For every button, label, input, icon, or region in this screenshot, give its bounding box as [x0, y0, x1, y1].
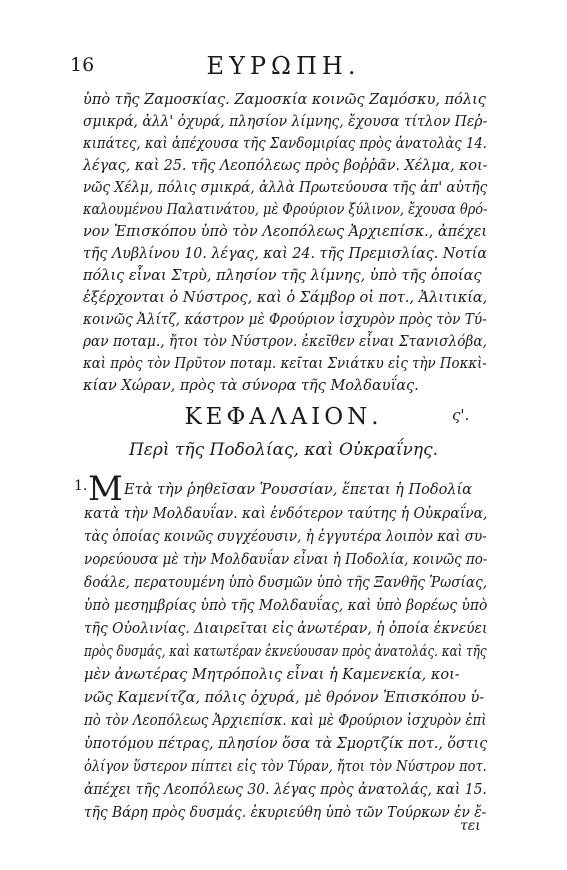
section-number: 1.	[74, 478, 88, 494]
text-line: νορεύουσα μὲ τὴν Μολδαυΐαν εἶναι ἡ Ποδολία, κοινῶς πο-	[84, 552, 488, 568]
text-line: σμικρά, ἀλλ' ὀχυρά, πλησίον λίμνης, ἔχουσα τίτλον Πεῤ-	[83, 114, 488, 130]
text-line: λέγας, καὶ 25. τῆς Λεοπόλεως πρὸς βοῤῥᾶν. Χέλμα, κοι-	[83, 158, 488, 174]
text-line: τῆς Λυβλίνου 10. λέγας, καὶ 24. τῆς Πρεμισλίας. Νοτία	[83, 246, 487, 262]
text-line: νῶς Χέλμ, πόλις σμικρά, ἀλλὰ Πρωτεύουσα τῆς ἀπ' αὐτῆς	[83, 180, 488, 196]
text-line: κιπάτες, καὶ ἀπέχουσα τῆς Σανδομιρίας πρὸς ἀνατολὰς 14.	[83, 136, 488, 152]
text-line: Ετὰ τὴν ῥηθεῖσαν Ῥουσσίαν, ἕπεται ἡ Ποδολία	[124, 482, 472, 498]
text-line: πὸ τὸν Λεοπόλεως Ἀρχιεπίσκ. καὶ μὲ Φρούριον ἰσχυρὸν ἐπὶ	[84, 713, 487, 729]
text-line: κοινῶς Ἀλίτζ, κάστρον μὲ Φρούριον ἰσχυρὸν πρὸς τὸν Τύ-	[83, 312, 487, 328]
text-line: νῶς Καμενίτζα, πόλις ὀχυρά, μὲ θρόνον Ἐπισκόπου ὑ-	[84, 690, 485, 706]
text-line: δοάλε, περατουμένη ὑπὸ δυσμῶν ὑπὸ τῆς Ξανθῆς Ῥωσίας,	[84, 575, 488, 591]
text-line: τῆς Βάρη πρὸς δυσμάς. ἐκυριεύθη ὑπὸ τῶν Τούρκων ἐν ἔ-	[84, 805, 487, 821]
text-line: ὀλίγον ὕστερον πίπτει εἰς τὸν Τύραν, ἤτοι τὸν Νύστρον ποτ.	[84, 759, 487, 775]
chapter-number: ς'.	[452, 406, 470, 424]
page-header	[0, 52, 567, 82]
chapter-subtitle: Περὶ τῆς Ποδολίας, καὶ Οὐκραΐνης.	[128, 440, 438, 460]
text-line: μὲν ἀνωτέρας Μητρόπολις εἶναι ἡ Καμενεκία, κοι-	[84, 667, 460, 683]
text-line: τῆς Οὐολινίας. Διαιρεῖται εἰς ἀνωτέραν, ἡ ὁποία ἐκνεύει	[84, 621, 488, 637]
running-title: ΕΥΡΩΠΗ.	[206, 52, 361, 80]
text-line: ἀπέχει τῆς Λεοπόλεως 30. λέγας πρὸς ἀνατολάς, καὶ 15.	[84, 782, 487, 798]
text-line: κίαν Χώραν, πρὸς τὰ σύνορα τῆς Μολδαυΐας.	[83, 378, 419, 394]
text-line: ὑπὸ τῆς Ζαμοσκίας. Ζαμοσκία κοινῶς Ζαμόσκυ, πόλις	[83, 92, 486, 108]
text-line: τὰς ὁποίας κοινῶς συγχέουσιν, ἡ ἐγγυτέρα λοιπὸν καὶ συ-	[84, 529, 487, 545]
text-line: καλουμένου Παλατινάτου, μὲ Φρούριον ξύλινον, ἔχουσα θρό-	[83, 202, 488, 218]
text-line: πόλις εἶναι Στρὺ, πλησίον τῆς λίμνης, ὑπὸ τῆς ὁποίας	[83, 268, 482, 284]
text-line: ὑποτόμου πέτρας, πλησίον ὅσα τὰ Σμορτζίκ ποτ., ὅστις	[84, 736, 488, 752]
page-number: 16	[70, 54, 95, 76]
chapter-title: ΚΕΦΑΛΑΙΟΝ.	[184, 404, 383, 430]
text-line: πρὸς δυσμάς, καὶ κατωτέραν ἐκνεύουσαν πρὸς ἀνατολάς. καὶ τῆς	[84, 644, 487, 660]
catchword: τει	[460, 818, 481, 834]
text-line: κατὰ τὴν Μολδαυΐαν. καὶ ἐνδότερον ταύτης ἡ Οὐκραΐνα,	[84, 506, 488, 522]
text-line: ἐξέρχονται ὁ Νύστρος, καὶ ὁ Σάμβορ οἱ ποτ., Ἀλιτικία,	[83, 290, 488, 306]
text-line: καὶ πρὸς τὸν Πρῦτον ποταμ. κεῖται Σνιάτκυ εἰς τὴν Ποκκὶ-	[83, 356, 487, 372]
text-line: νον Ἐπισκόπου ὑπὸ τὸν Λεοπόλεως Ἀρχιεπίσκ., ἀπέχει	[83, 224, 488, 240]
text-line: ραν ποταμ., ἤτοι τὸν Νύστρον. ἐκεῖθεν εἶναι Στανισλόβα,	[83, 334, 487, 350]
drop-initial: Μ	[88, 469, 123, 509]
text-line: ὑπὸ μεσημβρίας ὑπὸ τῆς Μολδαυΐας, καὶ ὑπὸ βορέως ὑπὸ	[84, 598, 488, 614]
